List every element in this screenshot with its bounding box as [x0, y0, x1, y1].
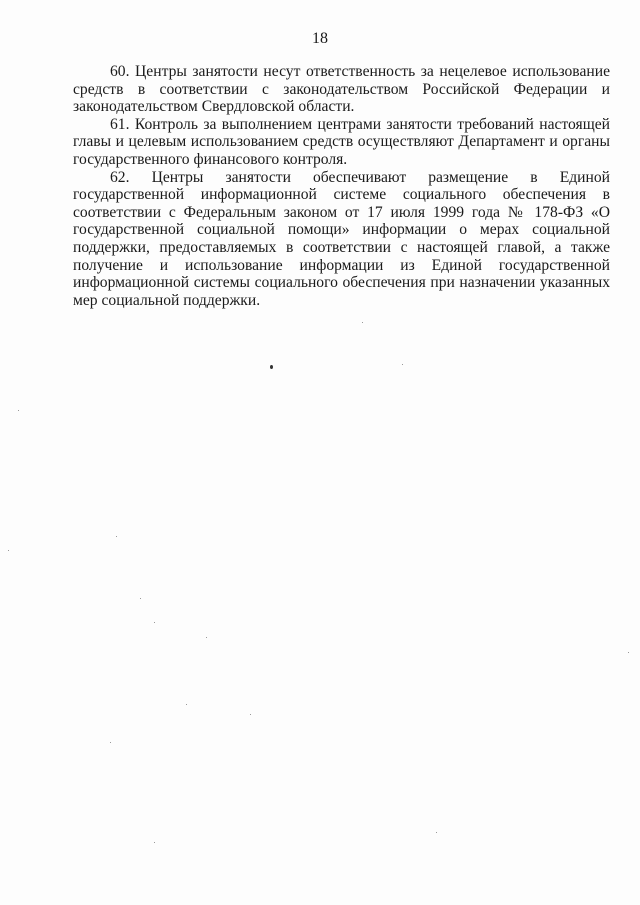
paragraph-60: 60. Центры занятости несут ответственность за нецелевое использование средств в соответствии с законодательством Российской Федерации и законодательством Свердловской области. [73, 63, 610, 116]
scan-speck [186, 704, 187, 705]
scan-speck [362, 322, 363, 323]
page-number: 18 [312, 30, 328, 47]
scan-speck [116, 536, 117, 537]
scan-speck [436, 832, 437, 833]
scan-speck [250, 714, 251, 715]
scan-speck [628, 652, 629, 653]
paragraph-61: 61. Контроль за выполнением центрами занятости требований настоящей главы и целевым использованием средств осуществляют Департамент и органы государственного финансового контроля. [73, 115, 610, 168]
scan-speck [18, 410, 19, 411]
scan-speck [270, 365, 273, 369]
paragraph-62: 62. Центры занятости обеспечивают размещение в Единой государственной информационной системе социального обеспечения в соответствии с Федеральным законом от 17 июля 1999 года № 178-ФЗ «О государственной социальной помощи» информации о мерах социальной поддержки, предоставляемых в соответствии с настоящей главой, а также получение и использование информации из Единой государственной информационной системы социального обеспечения при назначении указанных мер социальной поддержки. [73, 168, 610, 309]
scan-speck [206, 637, 207, 638]
scan-speck [140, 598, 141, 599]
scan-speck [110, 742, 111, 743]
scan-speck [402, 364, 403, 365]
scan-speck [8, 550, 9, 551]
scan-speck [154, 622, 155, 623]
document-body [73, 63, 610, 309]
scan-speck [154, 842, 155, 843]
